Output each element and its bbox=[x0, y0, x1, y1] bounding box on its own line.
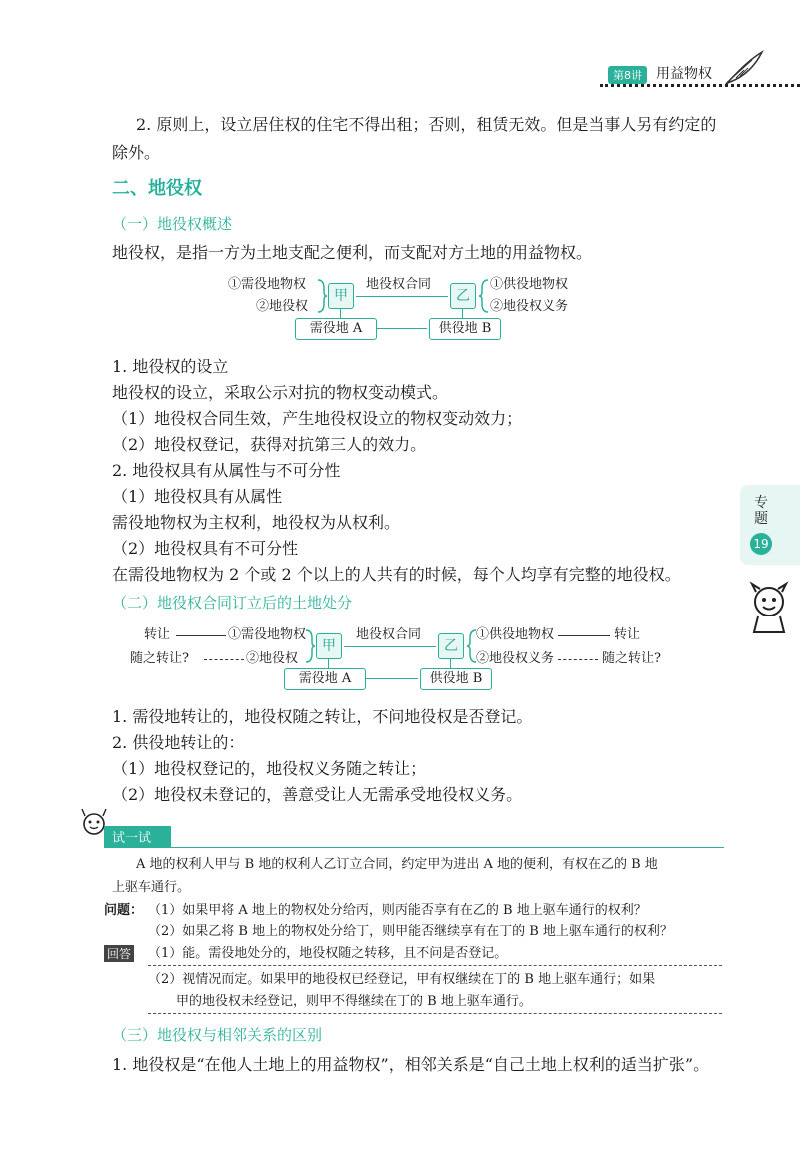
answer-rule-2 bbox=[148, 1013, 722, 1014]
body1-line-5: （1）地役权具有从属性 bbox=[112, 487, 283, 506]
answer-label: 回答 bbox=[104, 945, 134, 962]
answer-rule-1 bbox=[148, 965, 722, 966]
d2-node-a: 甲 bbox=[316, 633, 342, 659]
body1-line-3: （2）地役权登记，获得对抗第三人的效力。 bbox=[112, 435, 427, 454]
d1-left-1: ①需役地物权 bbox=[228, 277, 307, 292]
body2-line-1: 2. 供役地转让的： bbox=[112, 733, 245, 752]
d1-land-b: 供役地 B bbox=[429, 318, 501, 340]
d2-arrow-left-1 bbox=[176, 635, 226, 636]
easement-definition: 地役权，是指一方为土地支配之便利，而支配对方土地的用益物权。 bbox=[112, 243, 593, 262]
try-rule bbox=[104, 847, 724, 848]
side-tab bbox=[740, 485, 800, 565]
section-title-easement: 二、地役权 bbox=[112, 178, 202, 199]
d2-contract-line bbox=[344, 646, 436, 647]
d2-far-left-1: 转让 bbox=[144, 627, 171, 642]
d2-arrow-right-2 bbox=[558, 659, 598, 660]
try-tag: 试一试 bbox=[104, 826, 171, 847]
d2-left-2: ②地役权 bbox=[246, 651, 299, 666]
d2-land-link bbox=[366, 678, 418, 679]
d1-land-link bbox=[377, 328, 427, 329]
question-label: 问题： bbox=[104, 903, 144, 918]
d2-right-1: ①供役地物权 bbox=[476, 627, 555, 642]
body1-line-6: 需役地物权为主权利，地役权为从权利。 bbox=[112, 513, 401, 532]
d1-contract-line bbox=[356, 296, 448, 297]
d2-left-1: ①需役地物权 bbox=[228, 627, 307, 642]
chapter-tag: 第8讲 bbox=[608, 66, 647, 84]
d2-left-brace-icon bbox=[304, 628, 316, 664]
question-2: （2）如果乙将 B 地上的物权处分给丁，则甲能否继续享有在丁的 B 地上驱车通行的权利？ bbox=[148, 924, 673, 939]
body2-line-2: （1）地役权登记的，地役权义务随之转让； bbox=[112, 759, 427, 778]
d2-land-a: 需役地 A bbox=[284, 668, 366, 690]
answer-2: （2）视情况而定。如果甲的地役权已经登记，甲有权继续在丁的 B 地上驱车通行；如果 bbox=[148, 972, 656, 987]
header-dotted-rule bbox=[600, 84, 800, 87]
intro-line-2: 除外。 bbox=[112, 143, 161, 162]
d1-right-1: ①供役地物权 bbox=[490, 277, 569, 292]
d2-arrow-left-2 bbox=[204, 659, 244, 660]
last-line: 1. 地役权是“在他人土地上的用益物权”，相邻关系是“自己土地上权利的适当扩张”。 bbox=[112, 1055, 710, 1074]
subsection-title-1: （一）地役权概述 bbox=[112, 215, 233, 233]
d1-left-brace-icon bbox=[316, 278, 328, 314]
d1-land-a: 需役地 A bbox=[295, 318, 377, 340]
d2-land-b: 供役地 B bbox=[420, 668, 492, 690]
subsection-title-3: （三）地役权与相邻关系的区别 bbox=[112, 1026, 323, 1044]
d2-contract-label: 地役权合同 bbox=[356, 627, 422, 642]
d1-right-brace-icon bbox=[478, 278, 490, 314]
d1-node-b: 乙 bbox=[450, 283, 476, 309]
side-tab-number: 19 bbox=[750, 533, 772, 555]
d2-node-b: 乙 bbox=[438, 633, 464, 659]
d2-far-right-1: 转让 bbox=[614, 627, 641, 642]
d1-left-2: ②地役权 bbox=[256, 299, 309, 314]
feather-icon bbox=[722, 48, 766, 88]
case-line-2: 上驱车通行。 bbox=[112, 880, 191, 895]
question-1: （1）如果甲将 A 地上的物权处分给丙，则丙能否享有在乙的 B 地上驱车通行的权利？ bbox=[148, 903, 647, 918]
body1-line-0: 1. 地役权的设立 bbox=[112, 357, 229, 376]
d1-right-2: ②地役权义务 bbox=[490, 299, 569, 314]
body1-line-2: （1）地役权合同生效，产生地役权设立的物权变动效力； bbox=[112, 409, 523, 428]
d1-contract-label: 地役权合同 bbox=[366, 277, 432, 292]
body2-line-0: 1. 需役地转让的，地役权随之转让，不问地役权是否登记。 bbox=[112, 707, 533, 726]
d2-far-left-2: 随之转让? bbox=[130, 651, 189, 666]
case-line-1: A 地的权利人甲与 B 地的权利人乙订立合同，约定甲为进出 A 地的便利，有权在乙的 B 地 bbox=[136, 857, 658, 872]
mascot-icon bbox=[744, 580, 794, 640]
body2-line-3: （2）地役权未登记的，善意受让人无需承受地役权义务。 bbox=[112, 785, 523, 804]
d1-node-a: 甲 bbox=[328, 283, 354, 309]
d2-arrow-right-1 bbox=[558, 635, 610, 636]
body1-line-1: 地役权的设立，采取公示对抗的物权变动模式。 bbox=[112, 383, 449, 402]
d2-far-right-2: 随之转让? bbox=[602, 651, 661, 666]
header-bar bbox=[600, 60, 800, 90]
body1-line-7: （2）地役权具有不可分性 bbox=[112, 539, 299, 558]
answer-3: 甲的地役权未经登记，则甲不得继续在丁的 B 地上驱车通行。 bbox=[176, 994, 532, 1009]
subsection-title-2: （二）地役权合同订立后的土地处分 bbox=[112, 594, 353, 612]
side-tab-label: 专题 bbox=[754, 495, 768, 527]
intro-line-1: 2. 原则上，设立居住权的住宅不得出租；否则，租赁无效。但是当事人另有约定的 bbox=[136, 115, 717, 134]
answer-1: （1）能。需役地处分的，地役权随之转移，且不问是否登记。 bbox=[148, 946, 508, 961]
d2-right-2: ②地役权义务 bbox=[476, 651, 555, 666]
body1-line-4: 2. 地役权具有从属性与不可分性 bbox=[112, 461, 341, 480]
chapter-title: 用益物权 bbox=[656, 66, 712, 82]
body1-line-8: 在需役地物权为 2 个或 2 个以上的人共有的时候，每个人均享有完整的地役权。 bbox=[112, 565, 681, 584]
